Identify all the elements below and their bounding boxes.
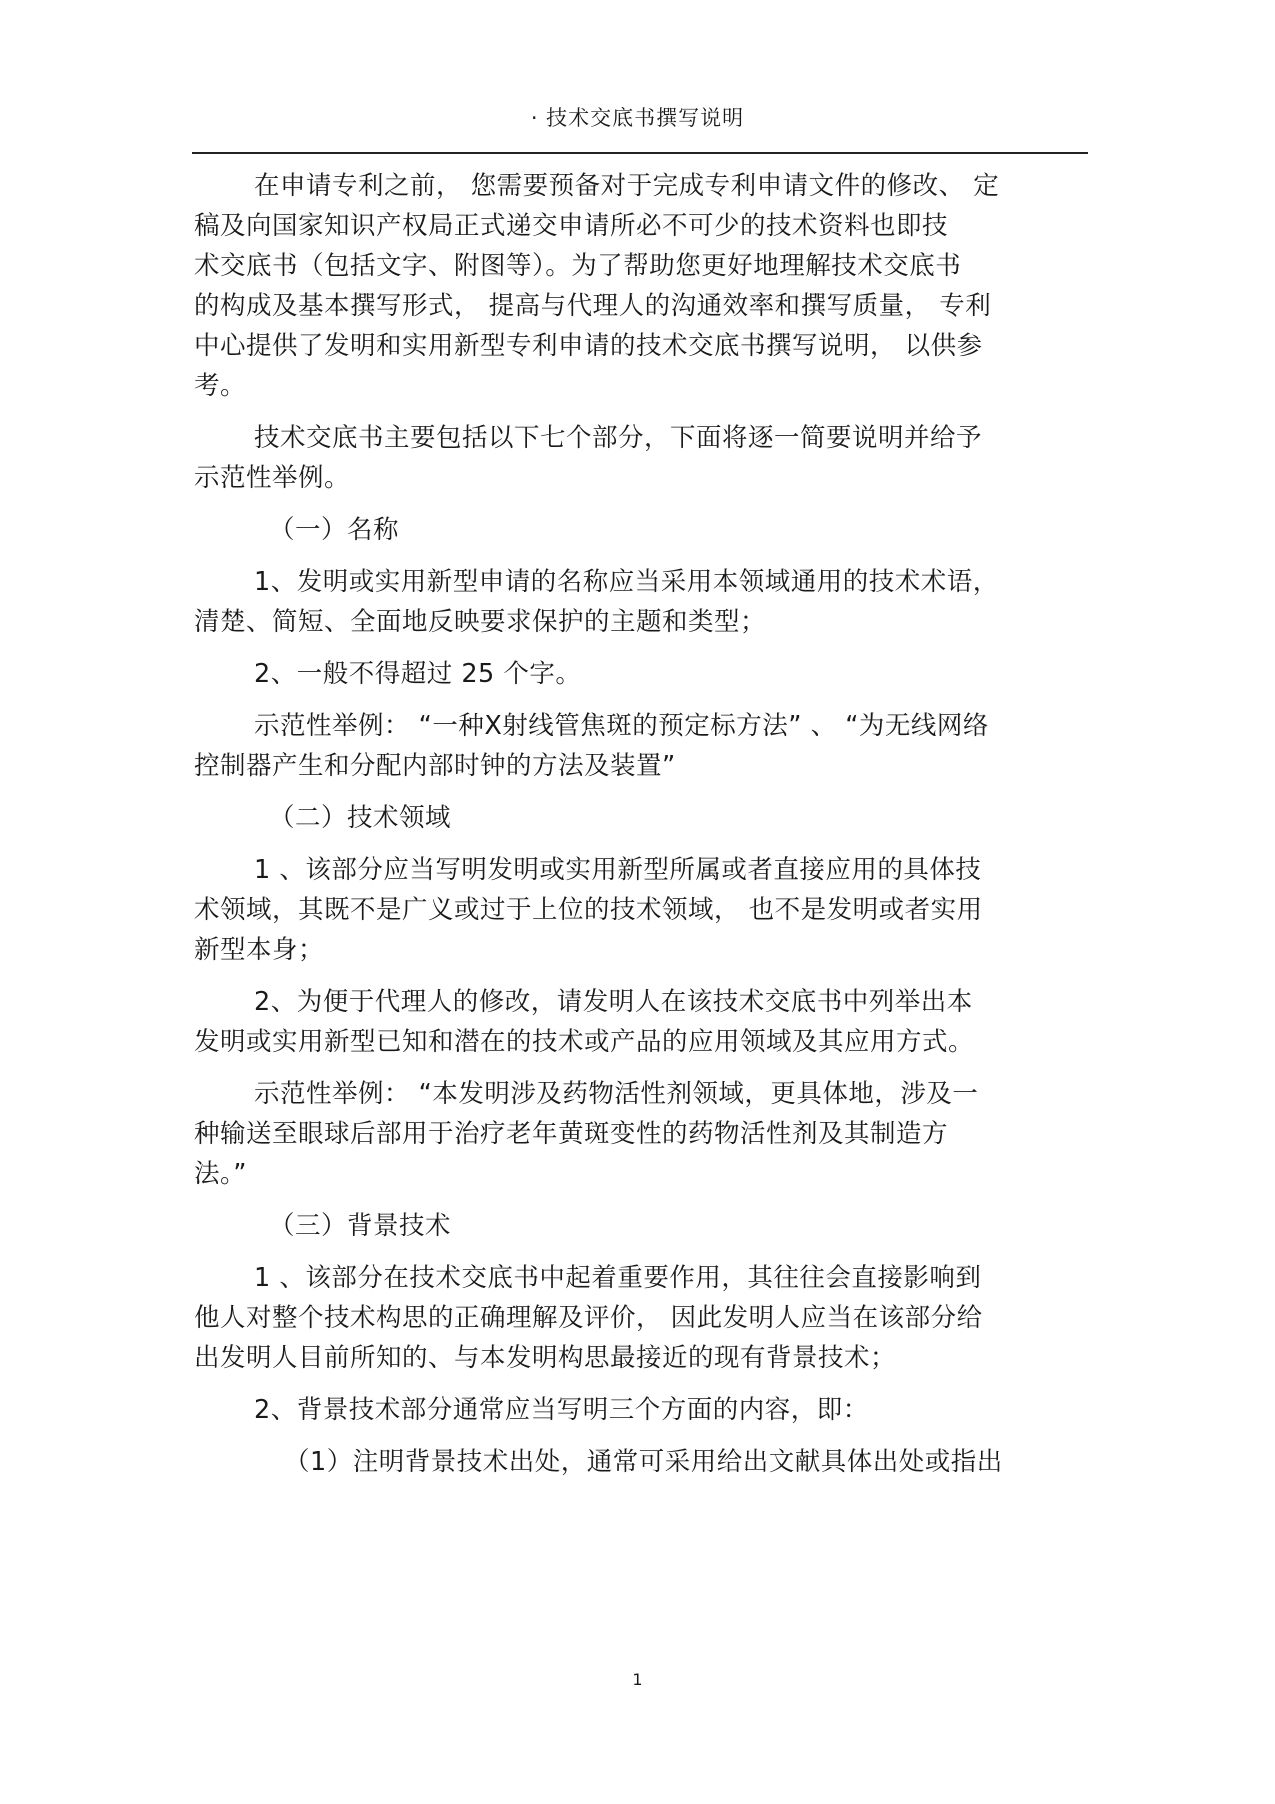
paragraph [194,1074,1094,1194]
text-line: 清楚、简短、全面地反映要求保护的主题和类型； [194,607,767,637]
paragraph [194,1442,1094,1482]
paragraph [194,1390,1094,1430]
header-divider [192,152,1088,154]
page-header-title: · 技术交底书撰写说明 [530,106,745,130]
text-line: 示范性举例： “本发明涉及药物活性剂领域，更具体地，涉及一 [254,1079,979,1109]
paragraph [194,418,1094,498]
paragraph [194,1258,1094,1378]
paragraph [194,510,1094,550]
text-line: 1 、该部分在技术交底书中起着重要作用，其往往会直接影响到 [254,1263,982,1293]
text-line: 术交底书（包括文字、附图等）。为了帮助您更好地理解技术交底书 [194,251,962,281]
text-line: 示范性举例。 [194,463,351,493]
text-line: （一）名称 [269,515,400,545]
text-line: （二）技术领域 [269,803,452,833]
text-line: 2、一般不得超过 25 个字。 [254,659,582,689]
paragraph [194,1206,1094,1246]
text-line: （三）背景技术 [269,1211,452,1241]
text-line: 他人对整个技术构思的正确理解及评价， 因此发明人应当在该部分给 [194,1303,983,1333]
text-line: 考。 [194,371,247,401]
paragraph [194,706,1094,786]
text-line: 2、背景技术部分通常应当写明三个方面的内容，即： [254,1395,869,1425]
paragraph [194,562,1094,642]
text-line: 法。” [194,1159,247,1189]
text-line: 种输送至眼球后部用于治疗老年黄斑变性的药物活性剂及其制造方 [194,1119,949,1149]
text-line: 控制器产生和分配内部时钟的方法及装置” [194,751,676,781]
text-line: 2、为便于代理人的修改，请发明人在该技术交底书中列举出本 [254,987,973,1017]
text-line: 1、发明或实用新型申请的名称应当采用本领域通用的技术术语， [254,567,999,597]
text-line: 的构成及基本撰写形式， 提高与代理人的沟通效率和撰写质量， 专利 [194,291,992,321]
paragraph [194,654,1094,694]
paragraph [194,850,1094,970]
text-line: 发明或实用新型已知和潜在的技术或产品的应用领域及其应用方式。 [194,1027,975,1057]
paragraph [194,982,1094,1062]
text-line: 稿及向国家知识产权局正式递交申请所必不可少的技术资料也即技 [194,211,949,241]
paragraph [194,798,1094,838]
document-body [194,166,1094,1494]
text-line: 新型本身； [194,935,325,965]
text-line: （1）注明背景技术出处，通常可采用给出文献具体出处或指出 [284,1447,1003,1477]
text-line: 出发明人目前所知的、与本发明构思最接近的现有背景技术； [194,1343,897,1373]
paragraph [194,166,1094,406]
text-line: 在申请专利之前， 您需要预备对于完成专利申请文件的修改、 定 [254,171,1000,201]
page-number: 1 [632,1670,643,1689]
text-line: 术领域，其既不是广义或过于上位的技术领域， 也不是发明或者实用 [194,895,983,925]
text-line: 1 、该部分应当写明发明或实用新型所属或者直接应用的具体技 [254,855,982,885]
text-line: 示范性举例： “一种X射线管焦斑的预定标方法” 、 “为无线网络 [254,711,989,741]
text-line: 技术交底书主要包括以下七个部分，下面将逐一简要说明并给予 [254,423,983,453]
text-line: 中心提供了发明和实用新型专利申请的技术交底书撰写说明， 以供参 [194,331,983,361]
